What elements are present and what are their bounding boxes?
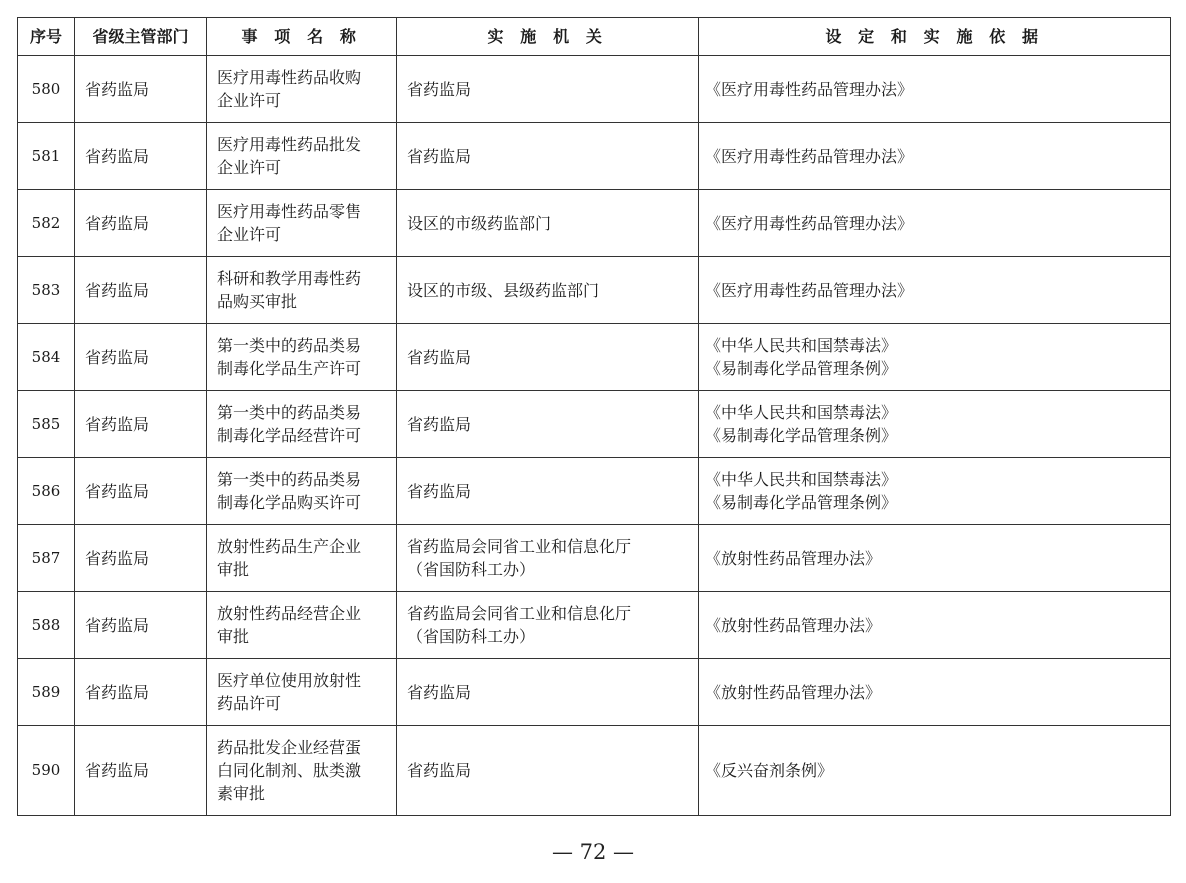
item-name-line: 第一类中的药品类易 — [217, 403, 362, 422]
cell-serial-number: 583 — [18, 257, 75, 324]
table-row — [18, 458, 1171, 525]
cell-department: 省药监局 — [75, 324, 207, 391]
item-name-line: 白同化制剂、肽类激 — [217, 761, 362, 780]
cell-legal-basis — [699, 458, 1171, 525]
legal-basis-line: 《放射性药品管理办法》 — [705, 682, 882, 702]
header-item-name: 事 项 名 称 — [207, 18, 397, 56]
cell-implementing-agency — [397, 391, 699, 458]
cell-item-name — [207, 324, 397, 391]
table-row — [18, 659, 1171, 726]
agency-line: 省药监局会同省工业和信息化厅 — [407, 537, 632, 556]
legal-basis-line: 《易制毒化学品管理条例》 — [705, 493, 898, 512]
cell-department: 省药监局 — [75, 391, 207, 458]
agency-line: 省药监局 — [407, 761, 472, 780]
cell-serial-number: 586 — [18, 458, 75, 525]
cell-serial-number: 585 — [18, 391, 75, 458]
item-name-line: 企业许可 — [217, 225, 282, 244]
header-legal-basis: 设 定 和 实 施 依 据 — [699, 18, 1171, 56]
legal-basis-line: 《医疗用毒性药品管理办法》 — [705, 213, 914, 233]
cell-legal-basis — [699, 525, 1171, 592]
item-name-line: 审批 — [217, 627, 250, 646]
cell-department: 省药监局 — [75, 592, 207, 659]
cell-item-name — [207, 190, 397, 257]
cell-implementing-agency — [397, 592, 699, 659]
item-name-line: 医疗用毒性药品批发 — [217, 135, 362, 154]
cell-serial-number: 589 — [18, 659, 75, 726]
item-name-line: 制毒化学品经营许可 — [217, 426, 362, 445]
cell-item-name — [207, 56, 397, 123]
cell-department: 省药监局 — [75, 659, 207, 726]
legal-basis-line: 《易制毒化学品管理条例》 — [705, 359, 898, 378]
cell-item-name — [207, 659, 397, 726]
cell-legal-basis — [699, 123, 1171, 190]
cell-serial-number: 590 — [18, 726, 75, 816]
item-name-line: 第一类中的药品类易 — [217, 336, 362, 355]
cell-implementing-agency — [397, 257, 699, 324]
cell-implementing-agency — [397, 56, 699, 123]
cell-department: 省药监局 — [75, 123, 207, 190]
agency-line: 省药监局 — [407, 414, 472, 434]
cell-implementing-agency — [397, 190, 699, 257]
header-serial-number: 序号 — [18, 18, 75, 56]
legal-basis-line: 《医疗用毒性药品管理办法》 — [705, 79, 914, 99]
cell-implementing-agency — [397, 525, 699, 592]
legal-basis-line: 《中华人民共和国禁毒法》 — [705, 336, 898, 355]
agency-line: 省药监局 — [407, 146, 472, 166]
legal-basis-line: 《放射性药品管理办法》 — [705, 615, 882, 635]
item-name-line: 药品批发企业经营蛋 — [217, 738, 362, 757]
item-name-line: 企业许可 — [217, 91, 282, 110]
cell-department: 省药监局 — [75, 726, 207, 816]
table-row — [18, 190, 1171, 257]
agency-line: 省药监局 — [407, 682, 472, 702]
agency-line: （省国防科工办） — [407, 627, 536, 646]
legal-basis-line: 《医疗用毒性药品管理办法》 — [705, 146, 914, 166]
table-row — [18, 391, 1171, 458]
item-name-line: 第一类中的药品类易 — [217, 470, 362, 489]
agency-line: 省药监局会同省工业和信息化厅 — [407, 604, 632, 623]
table-row — [18, 324, 1171, 391]
cell-legal-basis — [699, 324, 1171, 391]
cell-legal-basis — [699, 56, 1171, 123]
legal-basis-line: 《医疗用毒性药品管理办法》 — [705, 280, 914, 300]
legal-basis-line: 《放射性药品管理办法》 — [705, 548, 882, 568]
item-name-line: 制毒化学品生产许可 — [217, 359, 362, 378]
table-row — [18, 257, 1171, 324]
cell-legal-basis — [699, 726, 1171, 816]
cell-serial-number: 587 — [18, 525, 75, 592]
item-name-line: 放射性药品经营企业 — [217, 604, 362, 623]
cell-legal-basis — [699, 257, 1171, 324]
item-name-line: 医疗用毒性药品收购 — [217, 68, 362, 87]
item-name-line: 品购买审批 — [217, 292, 298, 311]
cell-legal-basis — [699, 190, 1171, 257]
cell-legal-basis — [699, 659, 1171, 726]
agency-line: 设区的市级、县级药监部门 — [407, 280, 600, 300]
agency-line: 设区的市级药监部门 — [407, 213, 552, 233]
legal-basis-line: 《中华人民共和国禁毒法》 — [705, 403, 898, 422]
cell-implementing-agency — [397, 324, 699, 391]
table-row — [18, 56, 1171, 123]
page-number: — 72 — — [551, 840, 635, 864]
table-row — [18, 525, 1171, 592]
cell-item-name — [207, 592, 397, 659]
table-header-row — [18, 18, 1171, 56]
legal-basis-line: 《中华人民共和国禁毒法》 — [705, 470, 898, 489]
item-name-line: 企业许可 — [217, 158, 282, 177]
cell-department: 省药监局 — [75, 56, 207, 123]
cell-implementing-agency — [397, 659, 699, 726]
cell-serial-number: 581 — [18, 123, 75, 190]
cell-item-name — [207, 391, 397, 458]
cell-implementing-agency — [397, 458, 699, 525]
legal-basis-line: 《易制毒化学品管理条例》 — [705, 426, 898, 445]
header-implementing-agency: 实 施 机 关 — [397, 18, 699, 56]
agency-line: 省药监局 — [407, 481, 472, 501]
table-body — [18, 56, 1171, 816]
header-department: 省级主管部门 — [75, 18, 207, 56]
agency-line: 省药监局 — [407, 79, 472, 99]
cell-department: 省药监局 — [75, 525, 207, 592]
item-name-line: 审批 — [217, 560, 250, 579]
cell-item-name — [207, 458, 397, 525]
cell-legal-basis — [699, 592, 1171, 659]
agency-line: 省药监局 — [407, 347, 472, 367]
cell-department: 省药监局 — [75, 257, 207, 324]
legal-basis-line: 《反兴奋剂条例》 — [705, 761, 834, 780]
item-name-line: 放射性药品生产企业 — [217, 537, 362, 556]
cell-serial-number: 580 — [18, 56, 75, 123]
cell-legal-basis — [699, 391, 1171, 458]
cell-department: 省药监局 — [75, 190, 207, 257]
item-name-line: 科研和教学用毒性药 — [217, 269, 362, 288]
item-name-line: 医疗用毒性药品零售 — [217, 202, 362, 221]
item-name-line: 制毒化学品购买许可 — [217, 493, 362, 512]
agency-line: （省国防科工办） — [407, 560, 536, 579]
cell-serial-number: 588 — [18, 592, 75, 659]
cell-item-name — [207, 726, 397, 816]
cell-implementing-agency — [397, 726, 699, 816]
cell-item-name — [207, 123, 397, 190]
cell-serial-number: 582 — [18, 190, 75, 257]
cell-serial-number: 584 — [18, 324, 75, 391]
cell-item-name — [207, 257, 397, 324]
cell-implementing-agency — [397, 123, 699, 190]
document-table — [17, 17, 1171, 816]
table-row — [18, 123, 1171, 190]
table-row — [18, 592, 1171, 659]
item-name-line: 药品许可 — [217, 694, 282, 713]
cell-item-name — [207, 525, 397, 592]
item-name-line: 医疗单位使用放射性 — [217, 671, 362, 690]
item-name-line: 素审批 — [217, 784, 266, 803]
table-row — [18, 726, 1171, 816]
cell-department: 省药监局 — [75, 458, 207, 525]
